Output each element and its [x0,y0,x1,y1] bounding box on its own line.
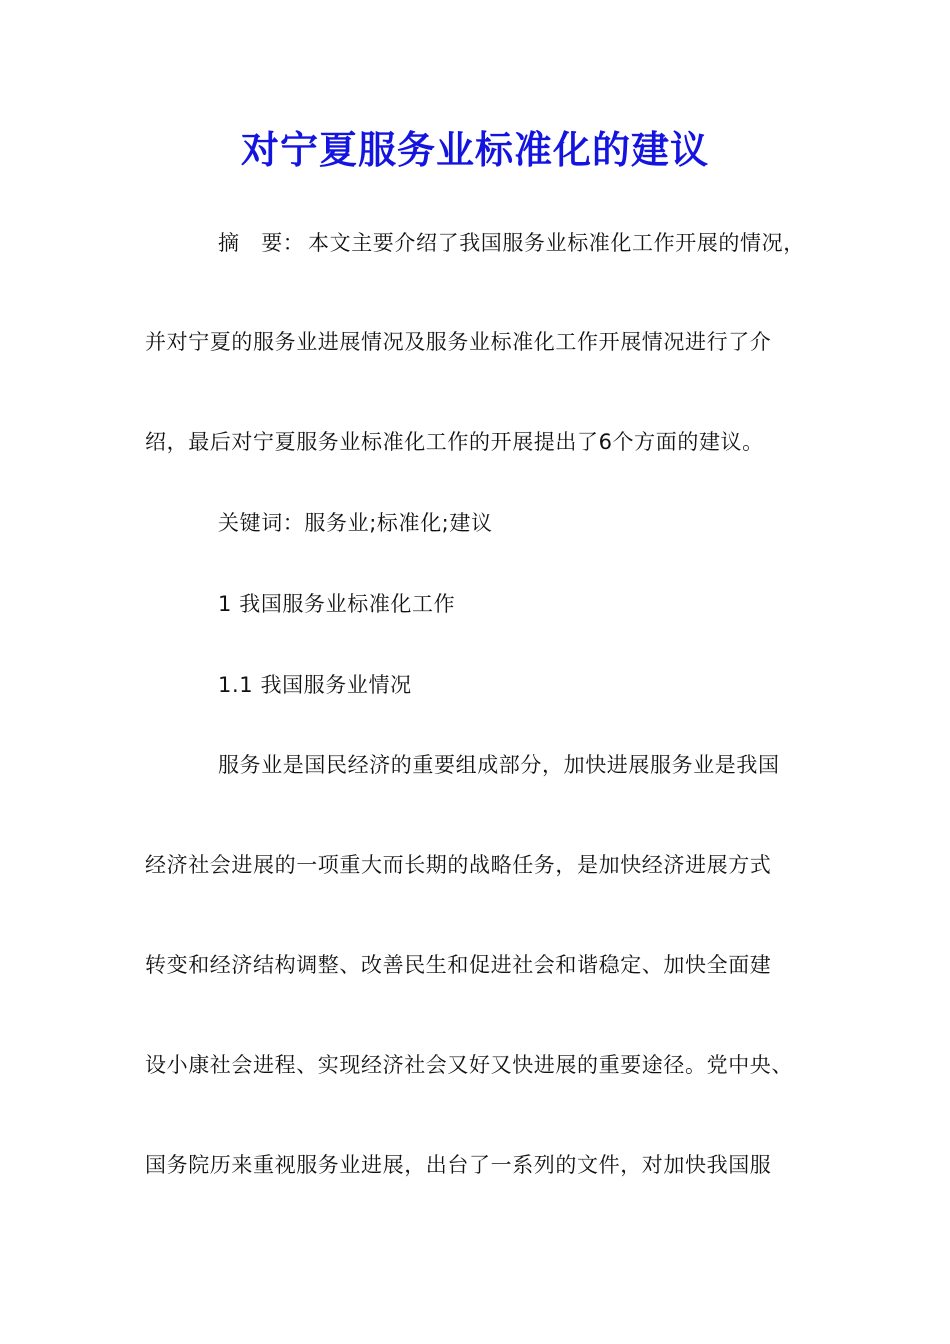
body-text-line-5: 国务院历来重视服务业进展，出台了一系列的文件，对加快我国服 [145,1153,772,1177]
abstract-text-line-2: 并对宁夏的服务业进展情况及服务业标准化工作开展情况进行了介 [145,330,772,354]
keywords-line: 关键词：服务业;标准化;建议 [218,511,493,535]
abstract-text-line-1: 本文主要介绍了我国服务业标准化工作开展的情况， [308,231,805,255]
body-text-line-4: 设小康社会进程、实现经济社会又好又快进展的重要途径。党中央、 [145,1053,793,1077]
section-heading-1: 1 我国服务业标准化工作 [218,592,456,616]
document-title: 对宁夏服务业标准化的建议 [240,127,709,172]
abstract-first-line [218,228,828,258]
body-text-line-3: 转变和经济结构调整、改善民生和促进社会和谐稳定、加快全面建 [145,953,772,977]
section-heading-1-1: 1.1 我国服务业情况 [218,673,412,697]
abstract-label: 摘 要： [218,231,305,255]
abstract-text-line-3: 绍，最后对宁夏服务业标准化工作的开展提出了6个方面的建议。 [145,430,764,454]
body-text-line-1: 服务业是国民经济的重要组成部分，加快进展服务业是我国 [218,753,780,777]
body-text-line-2: 经济社会进展的一项重大而长期的战略任务，是加快经济进展方式 [145,853,772,877]
